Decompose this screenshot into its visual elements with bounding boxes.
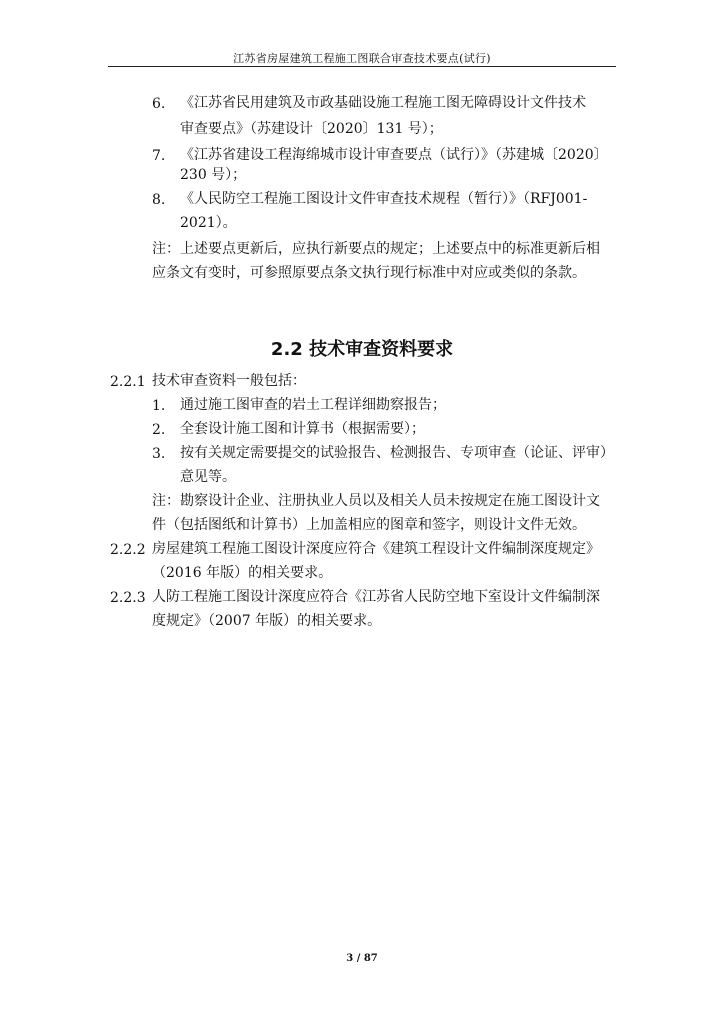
clause-text: 房屋建筑工程施工图设计深度应符合《建筑工程设计文件编制深度规定》 bbox=[152, 541, 600, 557]
clause-number: 2.2.2 bbox=[110, 542, 146, 558]
note-text: 注：勘察设计企业、注册执业人员以及相关人员未按规定在施工图设计文 bbox=[152, 493, 600, 509]
clause-text: 技术审查资料一般包括： bbox=[152, 373, 306, 389]
list-item-text: 230 号）； bbox=[180, 167, 247, 183]
list-item-number: 8. bbox=[152, 192, 166, 208]
clause-number: 2.2.3 bbox=[110, 590, 146, 606]
header-divider bbox=[108, 66, 616, 67]
clause-text: （2016 年版）的相关要求。 bbox=[152, 565, 333, 581]
clause-text: 度规定》（2007 年版）的相关要求。 bbox=[152, 613, 382, 629]
list-item-number: 1. bbox=[152, 398, 166, 414]
list-item-text: 2021）。 bbox=[180, 215, 237, 231]
list-item-text: 通过施工图审查的岩土工程详细勘察报告； bbox=[180, 397, 446, 413]
list-item-text: 《江苏省建设工程海绵城市设计审查要点（试行）》（苏建城〔2020〕 bbox=[180, 147, 608, 163]
list-item-number: 6. bbox=[152, 96, 166, 112]
list-item-number: 7. bbox=[152, 148, 166, 164]
list-item-text: 按有关规定需要提交的试验报告、检测报告、专项审查（论证、评审） bbox=[180, 445, 614, 461]
note-text: 注：上述要点更新后，应执行新要点的规定；上述要点中的标准更新后相 bbox=[152, 241, 600, 257]
page-number: 3 / 87 bbox=[346, 953, 378, 964]
note-text: 应条文有变时，可参照原要点条文执行现行标准中对应或类似的条款。 bbox=[152, 265, 586, 281]
note-text: 件（包括图纸和计算书）上加盖相应的图章和签字，则设计文件无效。 bbox=[152, 517, 586, 533]
section-title: 2.2 技术审查资料要求 bbox=[270, 339, 454, 360]
list-item-text: 《人民防空工程施工图设计文件审查技术规程（暂行）》（RFJ001- bbox=[180, 191, 588, 207]
list-item-text: 审查要点》（苏建设计〔2020〕131 号）； bbox=[180, 121, 443, 137]
clause-text: 人防工程施工图设计深度应符合《江苏省人民防空地下室设计文件编制深 bbox=[152, 589, 600, 605]
list-item-number: 2. bbox=[152, 422, 166, 438]
clause-number: 2.2.1 bbox=[110, 374, 146, 390]
list-item-text: 《江苏省民用建筑及市政基础设施工程施工图无障碍设计文件技术 bbox=[180, 95, 586, 111]
list-item-text: 意见等。 bbox=[180, 469, 236, 485]
list-item-number: 3. bbox=[152, 446, 166, 462]
page-header: 江苏省房屋建筑工程施工图联合审查技术要点(试行) bbox=[233, 52, 491, 65]
list-item-text: 全套设计施工图和计算书（根据需要）； bbox=[180, 421, 425, 437]
